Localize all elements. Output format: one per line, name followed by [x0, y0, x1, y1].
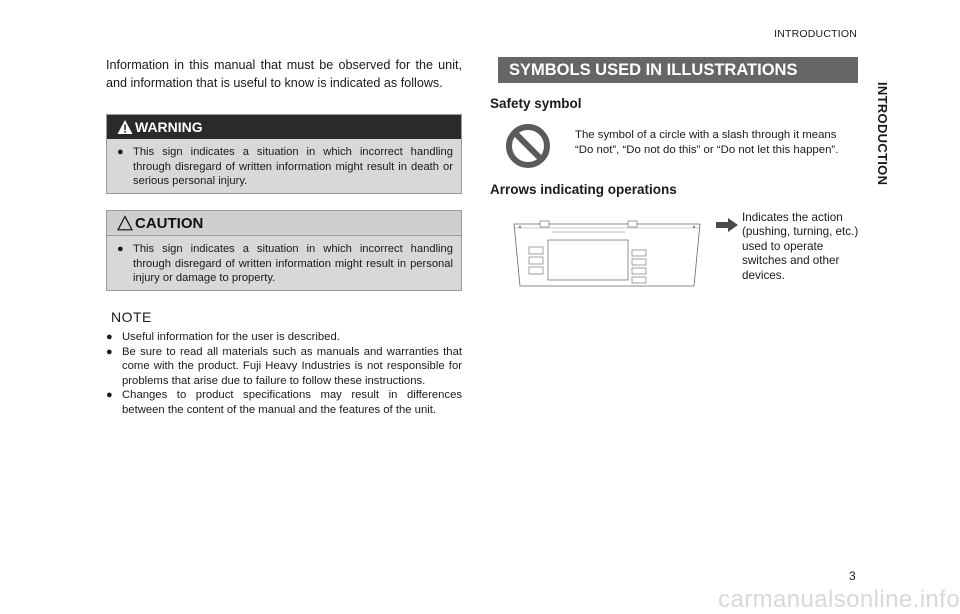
caution-item	[107, 236, 461, 292]
safety-symbol-description: The symbol of a circle with a slash through it means “Do not”, “Do not do this” or “Do not let this happen”.	[575, 129, 839, 156]
page-number: 3	[849, 569, 856, 583]
side-tab-label: INTRODUCTION	[875, 82, 890, 186]
side-tab	[870, 82, 892, 192]
note-text: Be sure to read all materials such as manuals and warranties that come with the product. Fuji Heavy Industries is not responsible for problems that arise due to failure to follow these instructions.	[122, 345, 462, 387]
bullet: ●	[106, 389, 113, 402]
warning-box	[106, 114, 462, 194]
note-item	[106, 330, 462, 345]
warning-triangle-icon	[117, 119, 133, 135]
intro-paragraph: Information in this manual that must be observed for the unit, and information that is useful to know is indicated as follows.	[106, 58, 462, 90]
caution-title: CAUTION	[135, 214, 204, 232]
note-text: Changes to product specifications may result in differences between the content of the manual and the features of the unit.	[122, 389, 462, 416]
caution-header	[107, 211, 461, 236]
bullet: ●	[117, 243, 124, 255]
caution-text: This sign indicates a situation in which incorrect handling through disregard of written information might result in personal injury or damage to property.	[133, 243, 453, 284]
note-item	[106, 345, 462, 389]
running-header: INTRODUCTION	[774, 28, 857, 40]
bullet: ●	[106, 345, 113, 358]
right-arrow-icon	[716, 218, 738, 232]
head-unit-illustration	[512, 212, 702, 288]
arrows-heading: Arrows indicating operations	[490, 182, 677, 197]
section-banner: SYMBOLS USED IN ILLUSTRATIONS	[498, 57, 858, 83]
bullet: ●	[117, 146, 124, 158]
note-item	[106, 388, 462, 417]
bullet: ●	[106, 331, 113, 343]
safety-symbol-heading: Safety symbol	[490, 96, 582, 111]
arrows-description: Indicates the action (pushing, turning, etc.) used to operate switches and other devices.	[742, 211, 859, 282]
prohibition-icon	[505, 123, 551, 169]
warning-header	[107, 115, 461, 139]
note-text: Useful information for the user is described.	[122, 331, 340, 343]
note-title: NOTE	[111, 309, 152, 325]
warning-item	[107, 139, 461, 195]
watermark: carmanualsonline.info	[718, 586, 960, 613]
warning-text: This sign indicates a situation in which incorrect handling through disregard of written information might result in death or serious personal injury.	[133, 146, 453, 187]
caution-box	[106, 210, 462, 291]
note-list	[106, 330, 462, 418]
warning-title: WARNING	[135, 119, 203, 135]
caution-triangle-icon	[117, 215, 133, 231]
